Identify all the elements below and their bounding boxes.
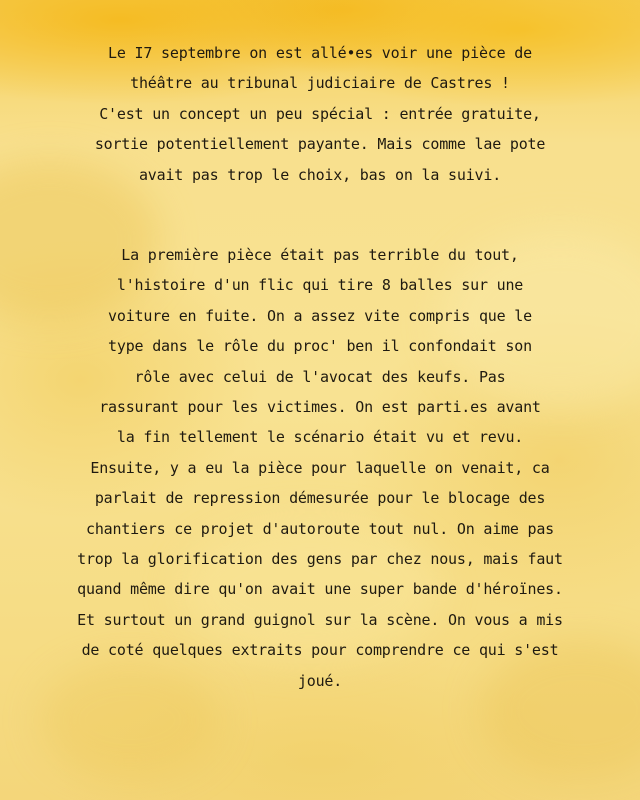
text-line: sortie potentiellement payante. Mais comme lae pote — [94, 135, 546, 154]
text-line: la fin tellement le scénario était vu et revu. — [116, 428, 524, 447]
text-line: voiture en fuite. On a assez vite compris que le — [108, 306, 532, 325]
text-line: avait pas trop le choix, bas on la suivi. — [138, 165, 502, 184]
text-line: type dans le rôle du proc' ben il confondait son — [108, 337, 532, 356]
text-line: chantiers ce projet d'autoroute tout nul. On aime pas — [85, 519, 555, 538]
text-line: Ensuite, y a eu la pièce pour laquelle on venait, ca — [90, 458, 550, 477]
text-line: Et surtout un grand guignol sur la scène. On vous a mis — [77, 610, 563, 629]
text-line: C'est un concept un peu spécial : entrée gratuite, — [99, 104, 541, 123]
text-line: rôle avec celui de l'avocat des keufs. Pas — [134, 367, 506, 386]
text-line: rassurant pour les victimes. On est parti.es avant — [99, 398, 541, 417]
text-line: Le I7 septembre on est allé•es voir une pièce de — [108, 44, 532, 62]
intro-paragraph — [22, 38, 618, 190]
text-line: joué. — [297, 671, 343, 690]
text-line: théâtre au tribunal judiciaire de Castres ! — [130, 74, 510, 93]
text-line: quand même dire qu'on avait une super bande d'héroïnes. — [77, 580, 563, 599]
text-line: parlait de repression démesurée pour le blocage des — [94, 489, 546, 508]
text-line: trop la glorification des gens par chez nous, mais faut — [77, 550, 563, 569]
text-line: l'histoire d'un flic qui tire 8 balles sur une — [116, 276, 524, 295]
story-paragraph — [22, 240, 618, 696]
text-line: La première pièce était pas terrible du tout, — [121, 246, 519, 264]
text-line: de coté quelques extraits pour comprendre ce qui s'est — [81, 641, 559, 660]
